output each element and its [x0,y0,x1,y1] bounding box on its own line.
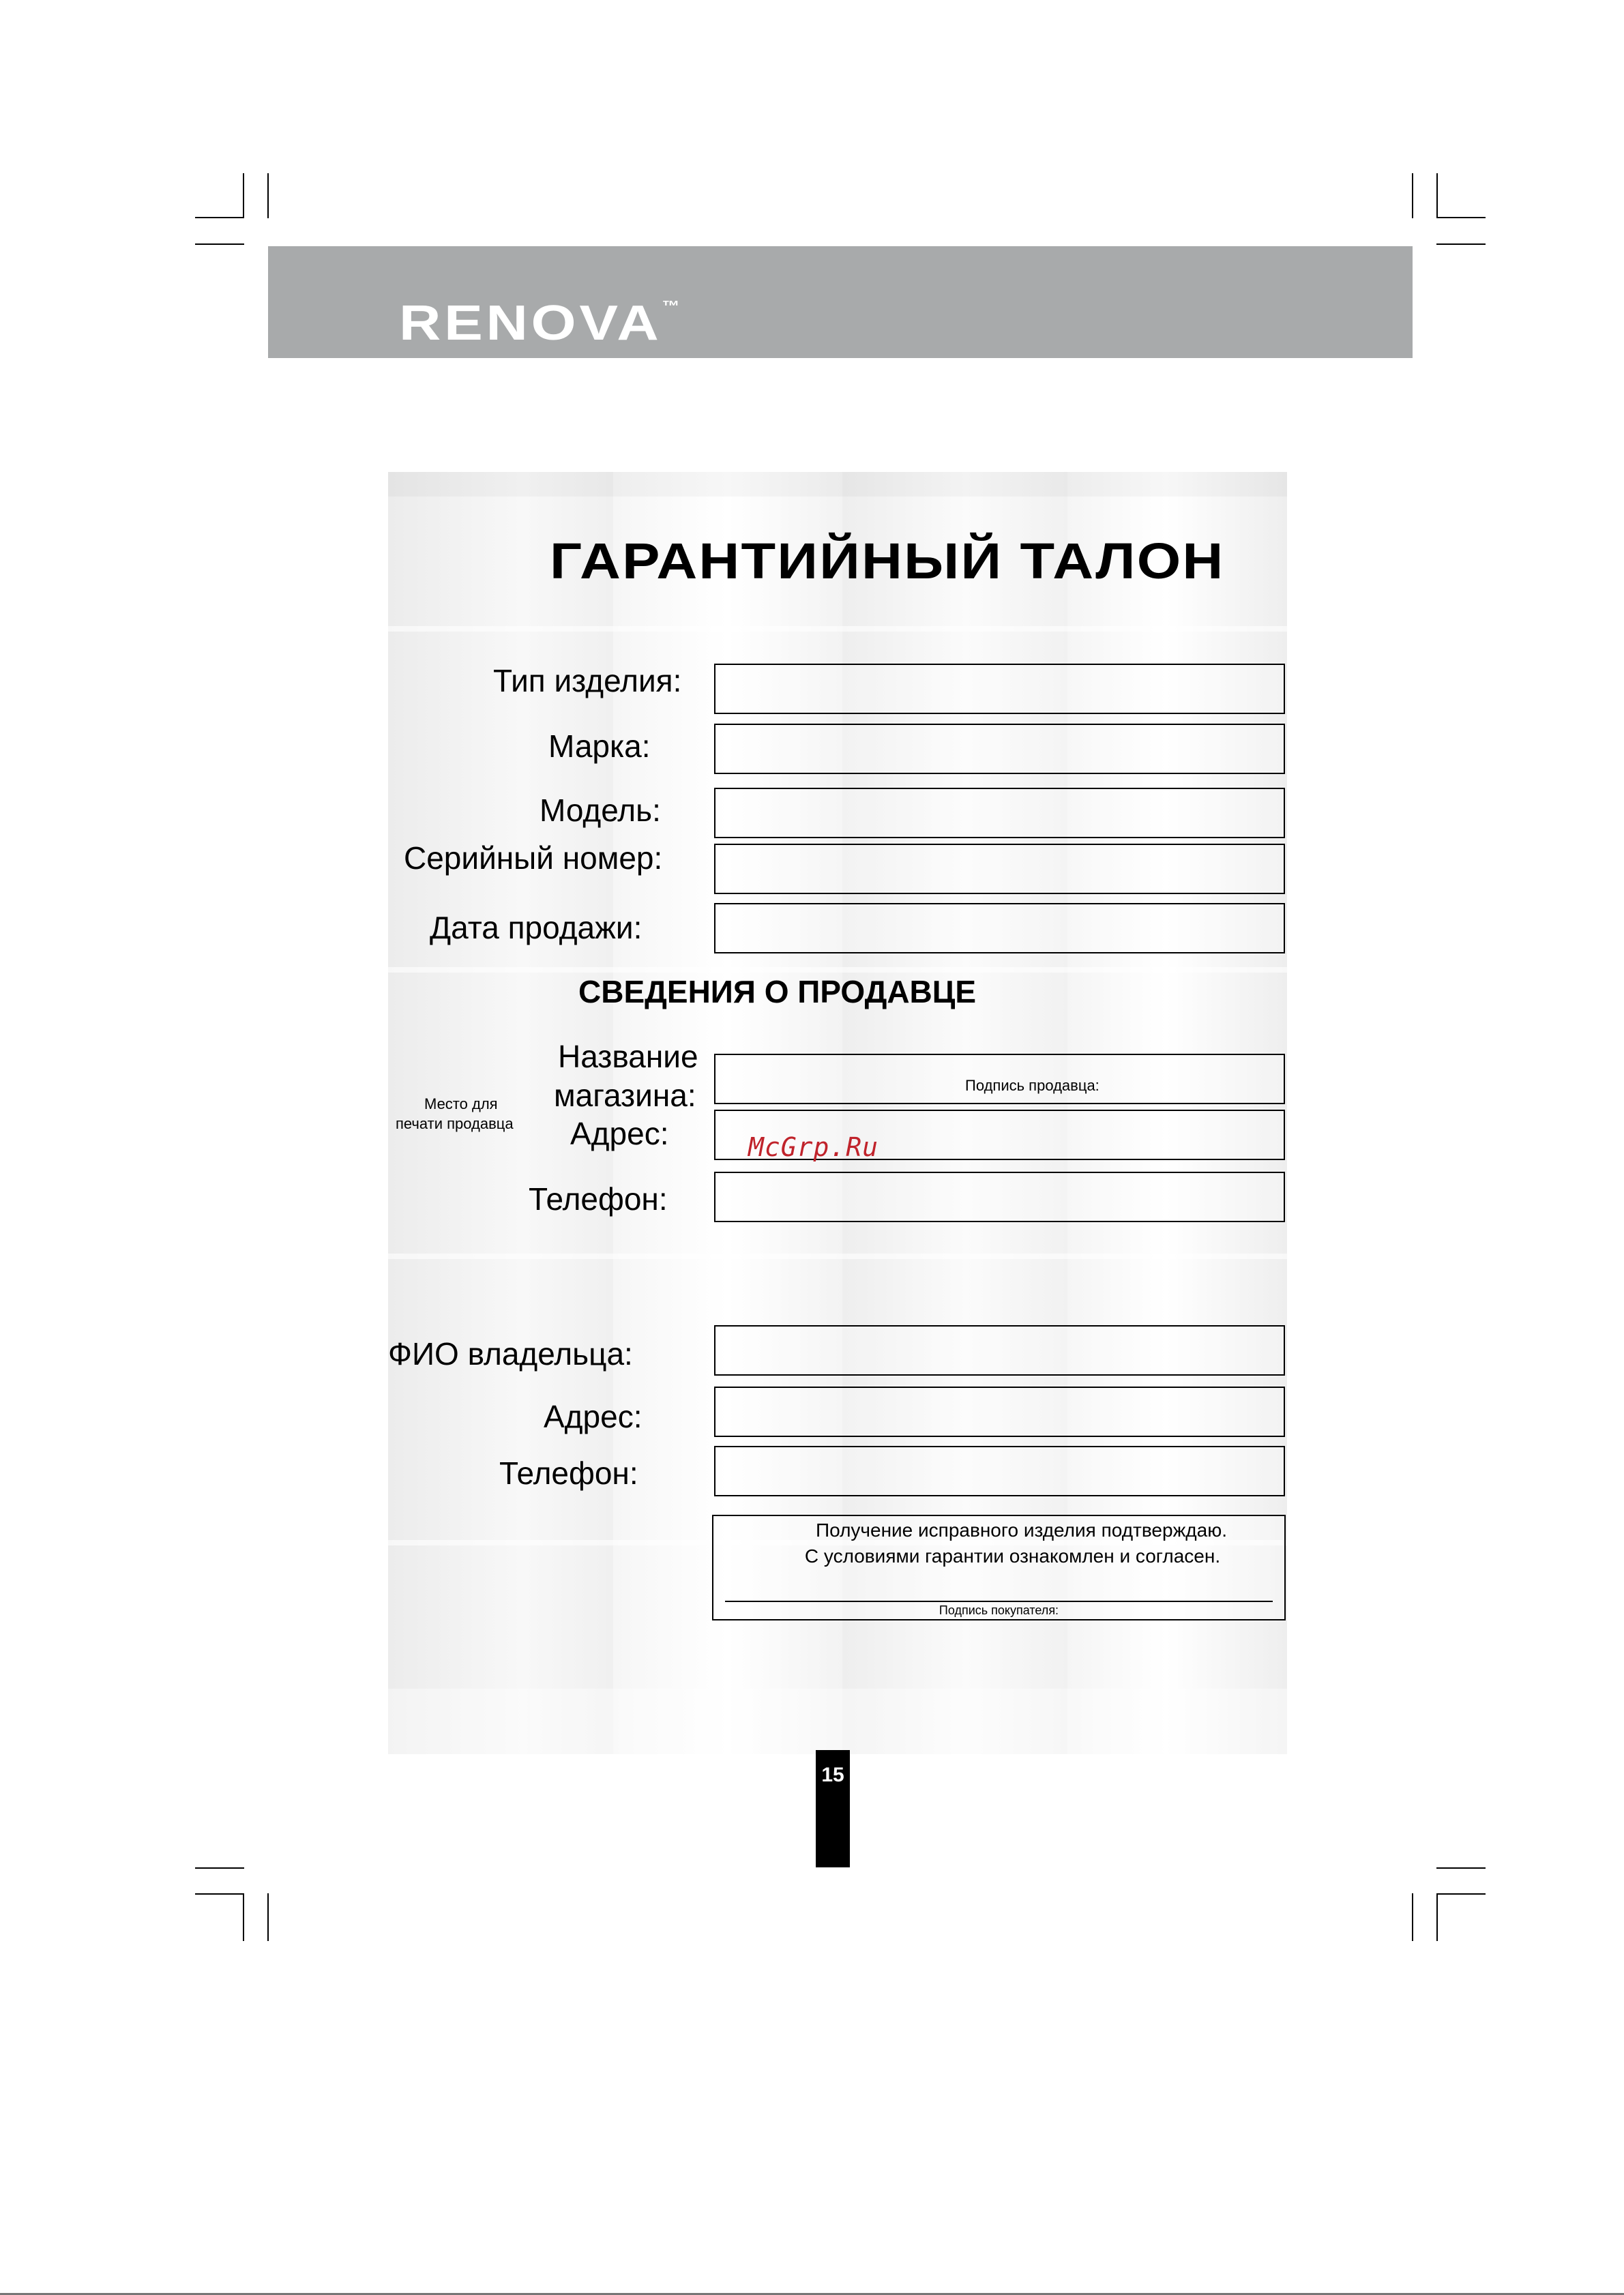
sale-date-label: Дата продажи: [430,910,643,945]
store-name-label-line1: Название [558,1039,698,1074]
owner-phone-label: Телефон: [499,1455,638,1491]
owner-name-label: ФИО владельца: [388,1336,633,1372]
serial-number-field[interactable] [714,844,1285,894]
product-type-label: Тип изделия: [493,663,682,698]
brand-label: Марка: [548,728,651,764]
buyer-signature-line[interactable] [725,1601,1273,1602]
crop-mark [243,173,244,218]
crop-mark [267,173,269,218]
owner-address-label: Адрес: [544,1399,643,1434]
crop-mark [1412,173,1413,218]
confirmation-line2: С условиями гарантии ознакомлен и согласен. [804,1545,1221,1567]
crop-mark [1436,217,1486,218]
model-label: Модель: [540,793,661,828]
stamp-place-line1: Место для [424,1095,498,1112]
crop-mark [195,243,244,245]
confirmation-line1: Получение исправного изделия подтверждаю. [815,1520,1227,1541]
owner-phone-field[interactable] [714,1446,1285,1496]
buyer-signature-label: Подпись покупателя: [939,1603,1059,1617]
crop-mark [243,1893,244,1941]
crop-mark [1436,1893,1438,1941]
watermark-text: McGrp.Ru [748,1132,879,1162]
crop-mark [1436,173,1438,218]
owner-address-field[interactable] [714,1387,1285,1437]
serial-number-label: Серийный номер: [404,840,663,876]
trademark-mark: ™ [662,297,680,314]
product-type-field[interactable] [714,664,1285,714]
crop-mark [195,217,244,218]
seller-section-title: СВЕДЕНИЯ О ПРОДАВЦЕ [578,974,977,1009]
model-field[interactable] [714,788,1285,838]
form-title: ГАРАНТИЙНЫЙ ТАЛОН [550,533,1225,589]
seller-signature-label: Подпись продавца: [965,1077,1099,1094]
sale-date-field[interactable] [714,903,1285,953]
confirmation-text [713,1517,1284,1569]
brand-field[interactable] [714,724,1285,774]
crop-mark [195,1867,244,1869]
stamp-place-line2: печати продавца [396,1115,514,1132]
brand-logo [399,296,680,351]
buyer-confirmation-box [712,1515,1286,1620]
seller-phone-field[interactable] [714,1172,1285,1222]
brand-name: RENOVA [399,296,662,351]
crop-mark [1436,1893,1486,1895]
seller-phone-label: Телефон: [529,1181,668,1217]
owner-name-field[interactable] [714,1325,1285,1376]
crop-mark [267,1893,269,1941]
crop-mark [1436,1867,1486,1869]
store-name-label-line2: магазина: [554,1078,696,1113]
crop-mark [1436,243,1486,245]
seller-address-label: Адрес: [570,1116,669,1151]
crop-mark [195,1893,244,1895]
crop-mark [1412,1893,1413,1941]
page-number: 15 [816,1750,850,1867]
